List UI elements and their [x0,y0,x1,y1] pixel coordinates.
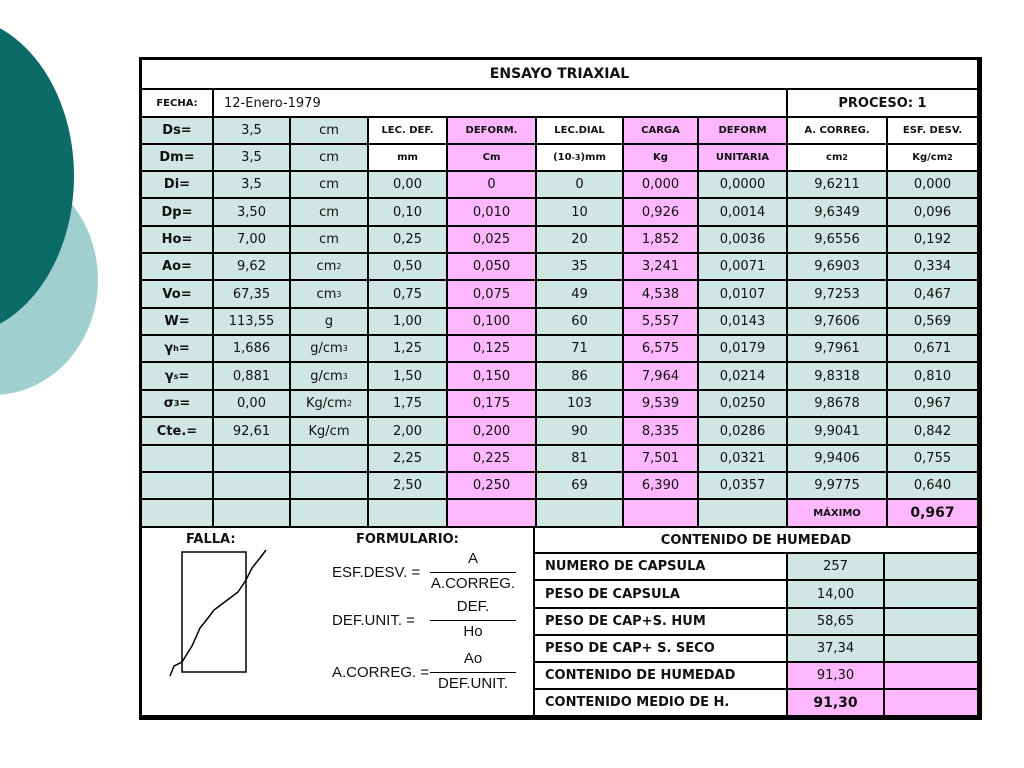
empty-cell [885,663,977,688]
param-value: 113,55 [214,309,289,334]
table-cell: 2,50 [369,473,446,498]
falla-formulario-panel [142,528,533,715]
table-cell: 3,241 [624,254,697,279]
param-unit: cm [291,199,367,225]
table-cell: 0,000 [888,172,977,197]
humedad-label: PESO DE CAP+S. HUM [535,609,786,634]
param-value: 67,35 [214,281,289,307]
formula-lhs: A.CORREG. = [332,664,430,681]
humedad-label: PESO DE CAPSULA [535,581,786,607]
param-label: Vo= [142,281,212,307]
column-header: ESF. DESV. [888,118,977,143]
table-cell: 0,926 [624,199,697,225]
param-label: Ao= [142,254,212,279]
formula-lhs: ESF.DESV. = [332,564,421,581]
param-value: 3,5 [214,145,289,170]
param-label: γ s = [142,363,212,389]
table-cell: 4,538 [624,281,697,307]
table-cell: 0,25 [369,227,446,252]
specimen-outline [182,552,246,672]
table-cell: 5,557 [624,309,697,334]
table-cell: 0,192 [888,227,977,252]
formula-numerator: A [467,550,478,567]
param-unit: cm [291,172,367,197]
table-cell: 1,00 [369,309,446,334]
maximo-value: 0,967 [888,500,977,526]
formula [332,598,522,646]
table-cell: 9,7253 [788,281,886,307]
empty-cell [448,500,535,526]
table-cell: 6,575 [624,336,697,361]
table-cell: 0,010 [448,199,535,225]
table-cell: 0,755 [888,446,977,471]
table-cell: 0,075 [448,281,535,307]
proceso-label: PROCESO: 1 [788,90,977,116]
falla-label: FALLA: [186,532,236,547]
param-label: Ds= [142,118,212,143]
column-header: CARGA [624,118,697,143]
table-cell: 69 [537,473,622,498]
table-cell: 0,000 [624,172,697,197]
param-value: 9,62 [214,254,289,279]
table-cell: 0,00 [369,172,446,197]
table-cell: 0,50 [369,254,446,279]
table-cell: 0,75 [369,281,446,307]
empty-cell [537,500,622,526]
param-unit: cm [291,227,367,252]
param-label: W= [142,309,212,334]
param-value: 1,686 [214,336,289,361]
empty-cell [885,690,977,715]
table-cell: 0,842 [888,418,977,444]
table-cell: 0,967 [888,391,977,416]
param-unit: cm 3 [291,281,367,307]
fraction-bar [430,672,516,673]
humedad-title: CONTENIDO DE HUMEDAD [535,528,977,552]
formula-denominator: A.CORREG. [430,575,516,592]
formulario-label: FORMULARIO: [356,532,459,547]
column-unit: mm [369,145,446,170]
param-value: 0,881 [214,363,289,389]
column-header: DEFORM [699,118,786,143]
param-value: 3,5 [214,118,289,143]
param-label: σ 3 = [142,391,212,416]
table-cell: 0,100 [448,309,535,334]
table-cell: 71 [537,336,622,361]
formula [332,650,522,698]
column-header: A. CORREG. [788,118,886,143]
table-cell: 1,75 [369,391,446,416]
table-cell: 103 [537,391,622,416]
table-cell: 0,0107 [699,281,786,307]
param-value: 92,61 [214,418,289,444]
empty-cell [291,500,367,526]
table-cell: 0,200 [448,418,535,444]
param-value: 7,00 [214,227,289,252]
triaxial-sheet [139,57,982,720]
table-cell: 9,8678 [788,391,886,416]
table-cell: 9,9406 [788,446,886,471]
formula-denominator: Ho [463,623,483,640]
table-cell: 0,0036 [699,227,786,252]
table-cell: 35 [537,254,622,279]
table-cell: 0,0000 [699,172,786,197]
table-cell: 0,0357 [699,473,786,498]
param-unit: cm [291,118,367,143]
formula-numerator: Ao [463,650,483,667]
table-cell: 0,050 [448,254,535,279]
column-unit: cm 2 [788,145,886,170]
param-label: Cte.= [142,418,212,444]
empty-cell [885,581,977,607]
table-cell: 0,467 [888,281,977,307]
param-unit: Kg/cm 2 [291,391,367,416]
empty-cell [214,473,289,498]
table-cell: 0,0143 [699,309,786,334]
table-cell: 20 [537,227,622,252]
param-unit: cm [291,145,367,170]
table-cell: 0,0286 [699,418,786,444]
column-unit: Kg/cm 2 [888,145,977,170]
table-cell: 0,225 [448,446,535,471]
table-cell: 9,8318 [788,363,886,389]
humedad-value: 91,30 [788,663,883,688]
table-cell: 2,25 [369,446,446,471]
failure-line [170,550,266,676]
column-header: DEFORM. [448,118,535,143]
column-unit: Cm [448,145,535,170]
table-cell: 9,539 [624,391,697,416]
param-unit: cm 2 [291,254,367,279]
empty-cell [885,609,977,634]
maximo-label: MÁXIMO [788,500,886,526]
table-cell: 10 [537,199,622,225]
table-cell: 0,0321 [699,446,786,471]
table-cell: 0,0071 [699,254,786,279]
table-cell: 6,390 [624,473,697,498]
table-cell: 0,0250 [699,391,786,416]
humedad-label: PESO DE CAP+ S. SECO [535,636,786,661]
empty-cell [369,500,446,526]
empty-cell [291,473,367,498]
table-cell: 86 [537,363,622,389]
table-cell: 0,0179 [699,336,786,361]
empty-cell [142,446,212,471]
table-cell: 0,10 [369,199,446,225]
empty-cell [885,554,977,579]
table-cell: 9,6556 [788,227,886,252]
table-cell: 0,640 [888,473,977,498]
table-cell: 9,9775 [788,473,886,498]
table-cell: 0,175 [448,391,535,416]
table-cell: 1,852 [624,227,697,252]
table-cell: 9,6211 [788,172,886,197]
param-unit: g [291,309,367,334]
table-cell: 7,964 [624,363,697,389]
formula [332,550,522,598]
humedad-label: NUMERO DE CAPSULA [535,554,786,579]
table-cell: 0 [537,172,622,197]
table-cell: 0,150 [448,363,535,389]
empty-cell [142,473,212,498]
table-cell: 9,7606 [788,309,886,334]
empty-cell [699,500,786,526]
table-cell: 90 [537,418,622,444]
humedad-value: 14,00 [788,581,883,607]
table-cell: 9,6903 [788,254,886,279]
table-cell: 8,335 [624,418,697,444]
fraction-bar [430,620,516,621]
fecha-value: 12-Enero-1979 [214,90,786,116]
table-cell: 9,7961 [788,336,886,361]
param-unit: g/cm 3 [291,336,367,361]
param-unit: g/cm 3 [291,363,367,389]
humedad-value: 58,65 [788,609,883,634]
table-cell: 60 [537,309,622,334]
table-cell: 2,00 [369,418,446,444]
param-unit: Kg/cm [291,418,367,444]
table-cell: 0,125 [448,336,535,361]
sheet-title: ENSAYO TRIAXIAL [142,60,977,88]
empty-cell [291,446,367,471]
table-cell: 0,334 [888,254,977,279]
param-label: γ h = [142,336,212,361]
empty-cell [624,500,697,526]
table-cell: 0,810 [888,363,977,389]
column-header: LEC. DEF. [369,118,446,143]
table-cell: 0,569 [888,309,977,334]
fecha-label: FECHA: [142,90,212,116]
humedad-value: 257 [788,554,883,579]
table-cell: 0,096 [888,199,977,225]
param-label: Ho= [142,227,212,252]
param-label: Di= [142,172,212,197]
table-cell: 7,501 [624,446,697,471]
column-unit: UNITARIA [699,145,786,170]
column-unit: (10 -3 )mm [537,145,622,170]
humedad-label: CONTENIDO DE HUMEDAD [535,663,786,688]
table-cell: 0,671 [888,336,977,361]
empty-cell [142,500,212,526]
column-header: LEC.DIAL [537,118,622,143]
table-cell: 0,025 [448,227,535,252]
empty-cell [885,636,977,661]
column-unit: Kg [624,145,697,170]
fraction-bar [430,572,516,573]
table-cell: 49 [537,281,622,307]
table-cell: 0,250 [448,473,535,498]
formula-lhs: DEF.UNIT. = [332,612,415,629]
param-value: 3,50 [214,199,289,225]
humedad-value: 91,30 [788,690,883,715]
table-cell: 0 [448,172,535,197]
empty-cell [214,500,289,526]
table-cell: 0,0214 [699,363,786,389]
humedad-value: 37,34 [788,636,883,661]
table-cell: 1,50 [369,363,446,389]
table-cell: 81 [537,446,622,471]
humedad-label: CONTENIDO MEDIO DE H. [535,690,786,715]
table-cell: 1,25 [369,336,446,361]
table-cell: 9,6349 [788,199,886,225]
param-label: Dm= [142,145,212,170]
formula-numerator: DEF. [456,598,490,615]
param-value: 0,00 [214,391,289,416]
formula-denominator: DEF.UNIT. [437,675,508,692]
param-label: Dp= [142,199,212,225]
empty-cell [214,446,289,471]
table-cell: 0,0014 [699,199,786,225]
table-cell: 9,9041 [788,418,886,444]
param-value: 3,5 [214,172,289,197]
